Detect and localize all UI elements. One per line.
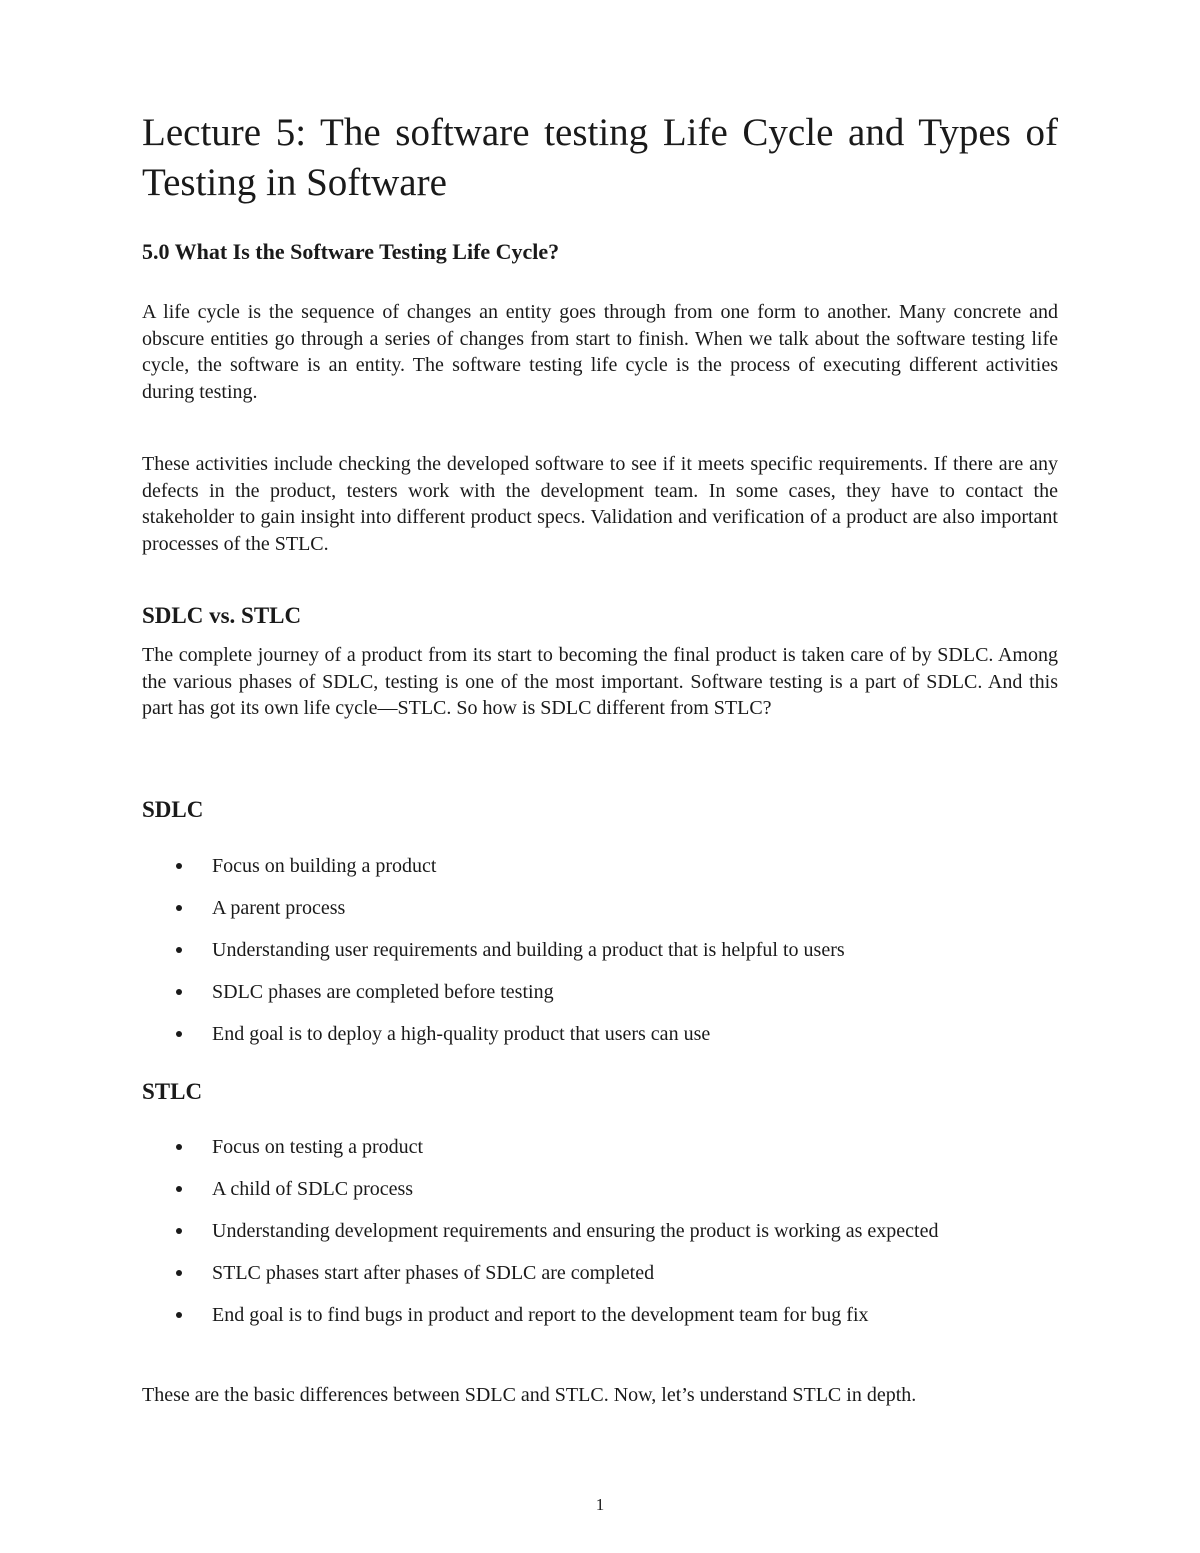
bullet-icon [176,1312,182,1318]
list-item: Understanding user requirements and building a product that is helpful to users [142,937,1058,963]
paragraph-sdlc-vs-stlc: The complete journey of a product from its start to becoming the final product is taken care of by SDLC. Among the various phases of SDLC, testing is one of the most important. Software testing is a part of SDLC. And this part has got its own life cycle—STLC. So how is SDLC different from STLC? [142,644,1058,719]
section-heading-sdlc-vs-stlc: SDLC vs. STLC [142,603,302,628]
list-item: SDLC phases are completed before testing [142,979,1058,1005]
list-item: End goal is to find bugs in product and report to the development team for bug fix [142,1302,1058,1328]
paragraph-life-cycle: A life cycle is the sequence of changes an entity goes through from one form to another. Many concrete and obscure entities go through a series of changes from start to finish. When we talk about the software testing life cycle, the software is an entity. The software testing life cycle is the process of executing different activities during testing. [142,301,1058,403]
bullet-icon [176,989,182,995]
section-heading-5-0: 5.0 What Is the Software Testing Life Cycle? [142,239,560,264]
bullet-icon [176,1186,182,1192]
section-heading-sdlc: SDLC [142,797,204,822]
sdlc-list [142,853,1058,1047]
list-item: A child of SDLC process [142,1176,1058,1202]
paragraph-closing: These are the basic differences between SDLC and STLC. Now, let’s understand STLC in depth. [142,1384,917,1406]
page-number: 1 [595,1495,605,1514]
list-item: A parent process [142,895,1058,921]
bullet-icon [176,1270,182,1276]
list-item: End goal is to deploy a high-quality product that users can use [142,1021,1058,1047]
list-item: Understanding development requirements and ensuring the product is working as expected [142,1218,1058,1244]
bullet-icon [176,863,182,869]
section-heading-stlc: STLC [142,1079,203,1104]
paragraph-activities: These activities include checking the developed software to see if it meets specific requirements. If there are any defects in the product, testers work with the development team. In some cases, they have to contact the stakeholder to gain insight into different product specs. Validation and verification of a product are also important processes of the STLC. [142,453,1058,555]
bullet-icon [176,1031,182,1037]
document-page [142,108,1058,1406]
bullet-icon [176,905,182,911]
list-item: Focus on building a product [142,853,1058,879]
bullet-icon [176,1144,182,1150]
list-item: STLC phases start after phases of SDLC are completed [142,1260,1058,1286]
bullet-icon [176,1228,182,1234]
stlc-list [142,1134,1058,1328]
bullet-icon [176,947,182,953]
list-item: Focus on testing a product [142,1134,1058,1160]
page-title: Lecture 5: The software testing Life Cycle and Types of Testing in Software [142,111,1058,204]
